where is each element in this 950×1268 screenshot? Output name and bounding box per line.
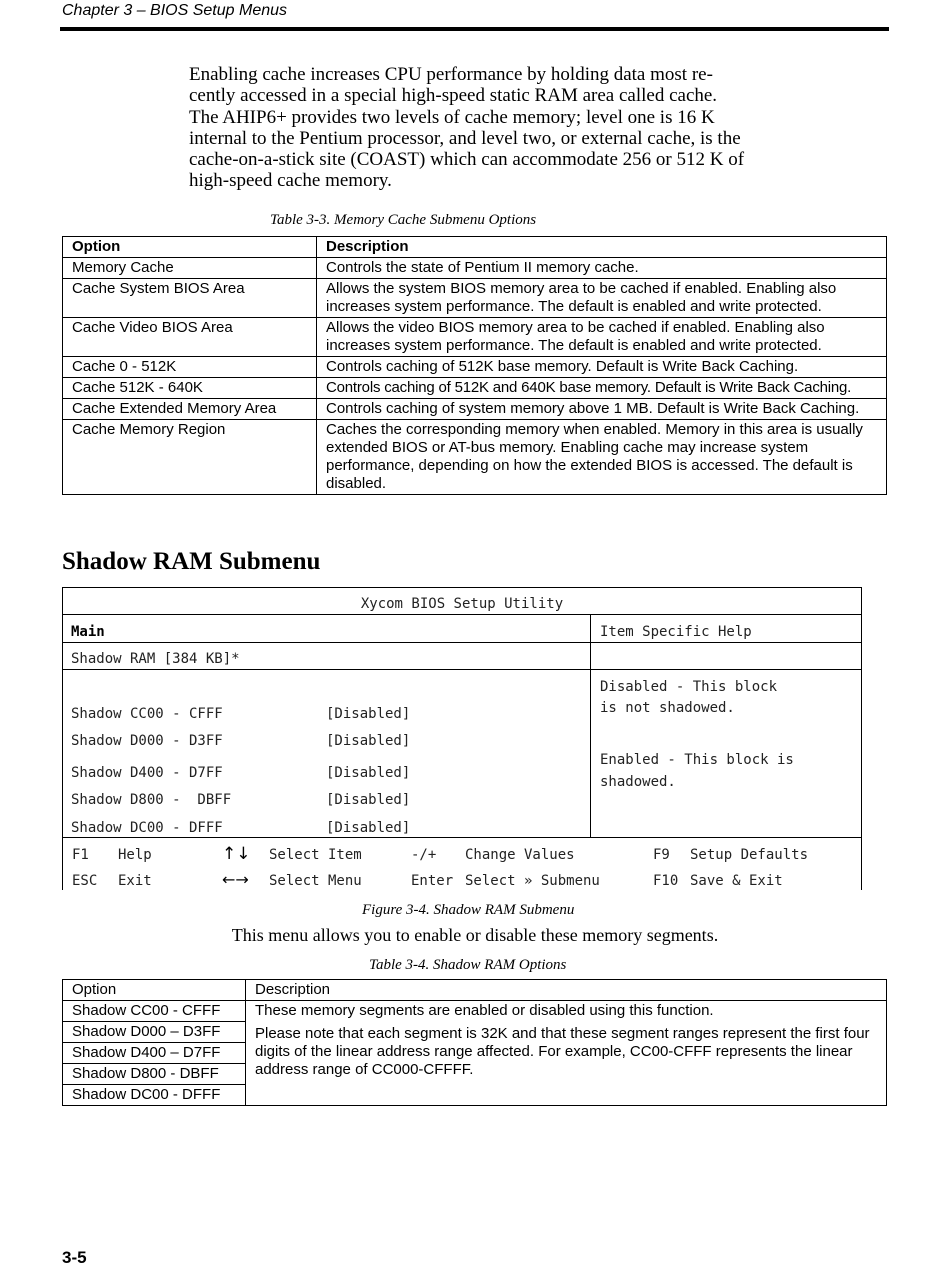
setting-value[interactable]: [Disabled] — [326, 820, 411, 836]
intro-line: cache-on-a-stick site (COAST) which can accommodate 256 or 512 K of — [189, 149, 745, 171]
setting-value[interactable]: [Disabled] — [326, 792, 411, 808]
shadow-ram-size: Shadow RAM [384 KB]* — [71, 651, 240, 667]
table-row — [63, 1022, 887, 1043]
description-cell: Allows the system BIOS memory area to be cached if enabled. Enabling also increases system performance. The default is enabled and write protected. — [317, 279, 887, 318]
section-title: Shadow RAM Submenu — [62, 548, 321, 575]
key-select-item-label: Select Item — [269, 847, 362, 863]
option-cell: Cache 0 - 512K — [63, 357, 317, 378]
table-row — [63, 420, 887, 495]
description-cell: These memory segments are enabled or disabled using this function. — [246, 1001, 887, 1022]
description-cell: Allows the video BIOS memory area to be cached if enabled. Enabling also increases system performance. The default is enabled and write protected. — [317, 318, 887, 357]
intro-line: internal to the Pentium processor, and level two, or external cache, is the — [189, 127, 741, 149]
option-cell: Shadow DC00 - DFFF — [63, 1085, 246, 1106]
table-row — [63, 279, 887, 318]
key-enter: Enter — [411, 873, 454, 889]
help-text: Enabled - This block is — [600, 752, 794, 768]
header-rule — [60, 27, 889, 31]
key-f9: F9 — [653, 847, 670, 863]
menu-main[interactable]: Main — [71, 624, 105, 640]
option-cell: Shadow D400 – D7FF — [63, 1043, 246, 1064]
description-cell: Please note that each segment is 32K and that these segment ranges represent the first four digits of the linear address range affected. For example, CC00-CFFF represents the linear address range of CC000-CFFFF. — [246, 1022, 887, 1106]
description-cell: Controls the state of Pentium II memory cache. — [317, 258, 887, 279]
intro-line: high-speed cache memory. — [189, 170, 392, 192]
option-cell: Cache Extended Memory Area — [63, 399, 317, 420]
setting-label: Shadow CC00 - CFFF — [71, 706, 223, 722]
frame-right — [861, 587, 862, 890]
help-text: is not shadowed. — [600, 700, 735, 716]
column-header-option: Option — [63, 237, 317, 258]
key-help-label: Help — [118, 847, 152, 863]
option-cell: Cache System BIOS Area — [63, 279, 317, 318]
chapter-header: Chapter 3 – BIOS Setup Menus — [62, 2, 288, 19]
description-cell: Controls caching of 512K base memory. Default is Write Back Caching. — [317, 357, 887, 378]
menu-description: This menu allows you to enable or disable these memory segments. — [231, 925, 719, 945]
memory-cache-table — [62, 236, 887, 495]
help-text: shadowed. — [600, 774, 676, 790]
setting-label: Shadow DC00 - DFFF — [71, 820, 223, 836]
intro-line: cently accessed in a special high-speed static RAM area called cache. — [189, 85, 718, 107]
option-cell: Memory Cache — [63, 258, 317, 279]
setting-value[interactable]: [Disabled] — [326, 706, 411, 722]
option-cell: Shadow D800 - DBFF — [63, 1064, 246, 1085]
frame-left — [62, 587, 63, 890]
option-cell: Cache Video BIOS Area — [63, 318, 317, 357]
help-text: Disabled - This block — [600, 679, 778, 695]
bios-setup-screen — [62, 587, 862, 890]
divider — [62, 642, 862, 643]
intro-line: Enabling cache increases CPU performance by holding data most re- — [189, 64, 713, 85]
intro-line: The AHIP6+ provides two levels of cache memory; level one is 16 K — [189, 106, 715, 128]
setting-label: Shadow D800 - DBFF — [71, 792, 232, 808]
key-select-menu-label: Select Menu — [269, 873, 362, 889]
key-select-submenu-label: Select » Submenu — [465, 873, 600, 889]
key-exit-label: Exit — [118, 873, 152, 889]
column-header-option: Option — [63, 980, 246, 1001]
description-cell: Controls caching of 512K and 640K base memory. Default is Write Back Caching. — [317, 378, 887, 399]
left-right-arrow-icon: ←→ — [222, 870, 249, 889]
setting-label: Shadow D000 - D3FF — [71, 733, 223, 749]
key-change-values-label: Change Values — [465, 847, 575, 863]
table-row — [63, 1001, 887, 1022]
table-header-row — [63, 237, 887, 258]
table-header-row — [63, 980, 887, 1001]
bios-title: Xycom BIOS Setup Utility — [360, 596, 564, 612]
key-esc: ESC — [72, 873, 98, 889]
table-row — [63, 318, 887, 357]
key-save-exit-label: Save & Exit — [690, 873, 783, 889]
description-cell: Controls caching of system memory above 1 MB. Default is Write Back Caching. — [317, 399, 887, 420]
shadow-ram-options-table — [62, 979, 887, 1106]
key-f10: F10 — [653, 873, 679, 889]
help-title: Item Specific Help — [600, 624, 752, 640]
panel-divider — [590, 614, 591, 837]
option-cell: Cache 512K - 640K — [63, 378, 317, 399]
setting-value[interactable]: [Disabled] — [326, 765, 411, 781]
intro-paragraph — [189, 64, 769, 192]
option-cell: Shadow D000 – D3FF — [63, 1022, 246, 1043]
table-row — [63, 399, 887, 420]
setting-label: Shadow D400 - D7FF — [71, 765, 223, 781]
table-3-4-caption: Table 3-4. Shadow RAM Options — [369, 957, 567, 973]
key-plus-minus: -/+ — [411, 847, 437, 863]
table-row — [63, 378, 887, 399]
table-row — [63, 258, 887, 279]
key-f1: F1 — [72, 847, 89, 863]
up-down-arrow-icon: ↑↓ — [222, 844, 251, 864]
column-header-description: Description — [317, 237, 887, 258]
option-cell: Shadow CC00 - CFFF — [63, 1001, 246, 1022]
option-cell: Cache Memory Region — [63, 420, 317, 495]
divider — [62, 669, 862, 670]
column-header-description: Description — [246, 980, 887, 1001]
description-cell: Caches the corresponding memory when enabled. Memory in this area is usually extended BIOS or AT-bus memory. Enabling cache may increase system performance, depending on how the extended BIOS is accessed. The default is disabled. — [317, 420, 887, 495]
table-3-3-caption: Table 3-3. Memory Cache Submenu Options — [270, 212, 537, 228]
setting-value[interactable]: [Disabled] — [326, 733, 411, 749]
table-row — [63, 357, 887, 378]
figure-caption: Figure 3-4. Shadow RAM Submenu — [362, 902, 575, 918]
frame-top — [62, 587, 862, 588]
divider — [62, 837, 862, 838]
key-setup-defaults-label: Setup Defaults — [690, 847, 809, 863]
divider — [62, 614, 862, 615]
page-number: 3-5 — [62, 1248, 87, 1267]
